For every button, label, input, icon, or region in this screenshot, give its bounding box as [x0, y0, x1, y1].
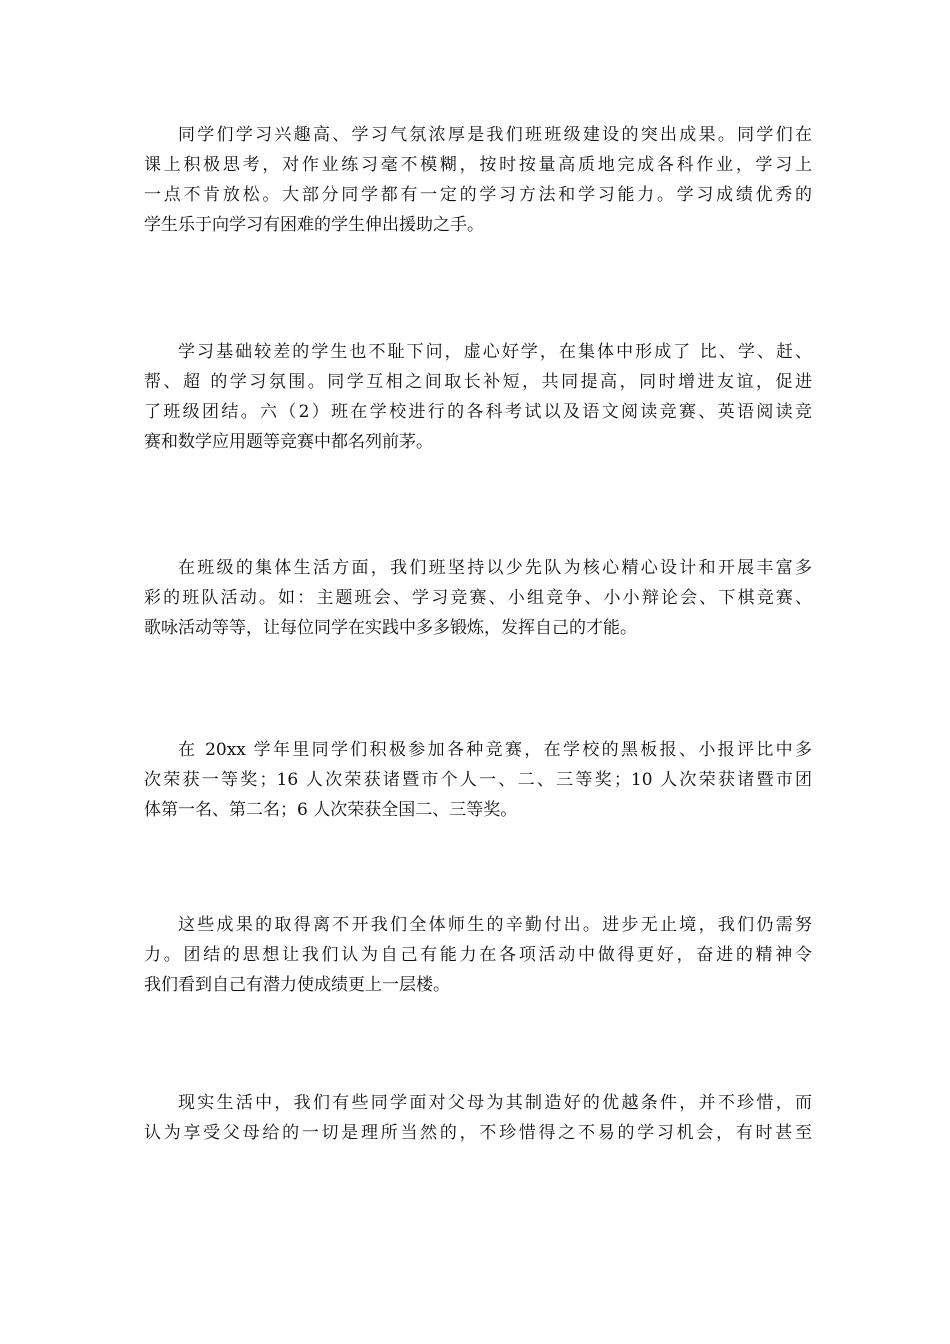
- text-line: 了班级团结。六（2）班在学校进行的各科考试以及语文阅读竞赛、英语阅读竞: [144, 402, 812, 422]
- paragraph-mutual-help: [144, 337, 812, 457]
- paragraph-class-activities: [144, 553, 812, 643]
- text-line: 彩的班队活动。如：主题班会、学习竞赛、小组竞争、小小辩论会、下棋竞赛、: [144, 588, 812, 608]
- paragraph-real-life: [144, 1088, 812, 1148]
- text-line: 同学们学习兴趣高、学习气氛浓厚是我们班班级建设的突出成果。同学们在: [178, 125, 812, 145]
- text-line: 这些成果的取得离不开我们全体师生的辛勤付出。进步无止境，我们仍需努: [178, 915, 812, 935]
- paragraph-study-atmosphere: [144, 120, 812, 240]
- text-line: 赛和数学应用题等竞赛中都名列前茅。: [144, 432, 433, 452]
- paragraph-competition-awards: [144, 735, 812, 825]
- paragraph-achievements-effort: [144, 910, 812, 1000]
- text-line: 体第一名、第二名；6 人次荣获全国二、三等奖。: [144, 800, 518, 820]
- text-line: 力。团结的思想让我们认为自己有能力在各项活动中做得更好，奋进的精神令: [144, 945, 812, 965]
- text-line: 歌咏活动等等，让每位同学在实践中多多锻炼，发挥自己的才能。: [144, 618, 637, 638]
- text-line: 在 20xx 学年里同学们积极参加各种竞赛，在学校的黑板报、小报评比中多: [178, 740, 812, 760]
- text-line: 帮、超 的学习氛围。同学互相之间取长补短，共同提高，同时增进友谊，促进: [144, 372, 812, 392]
- text-line: 学生乐于向学习有困难的学生伸出援助之手。: [144, 215, 484, 235]
- text-line: 次荣获一等奖；16 人次荣获诸暨市个人一、二、三等奖；10 人次荣获诸暨市团: [144, 770, 812, 790]
- text-line: 现实生活中，我们有些同学面对父母为其制造好的优越条件，并不珍惜，而: [178, 1093, 812, 1113]
- text-line: 学习基础较差的学生也不耻下问，虚心好学，在集体中形成了 比、学、赶、: [178, 342, 812, 362]
- text-line: 认为享受父母给的一切是理所当然的，不珍惜得之不易的学习机会，有时甚至: [144, 1123, 812, 1143]
- text-line: 我们看到自己有潜力使成绩更上一层楼。: [144, 975, 450, 995]
- text-line: 课上积极思考，对作业练习毫不模糊，按时按量高质地完成各科作业，学习上: [144, 155, 812, 175]
- text-line: 在班级的集体生活方面，我们班坚持以少先队为核心精心设计和开展丰富多: [178, 558, 812, 578]
- text-line: 一点不肯放松。大部分同学都有一定的学习方法和学习能力。学习成绩优秀的: [144, 185, 812, 205]
